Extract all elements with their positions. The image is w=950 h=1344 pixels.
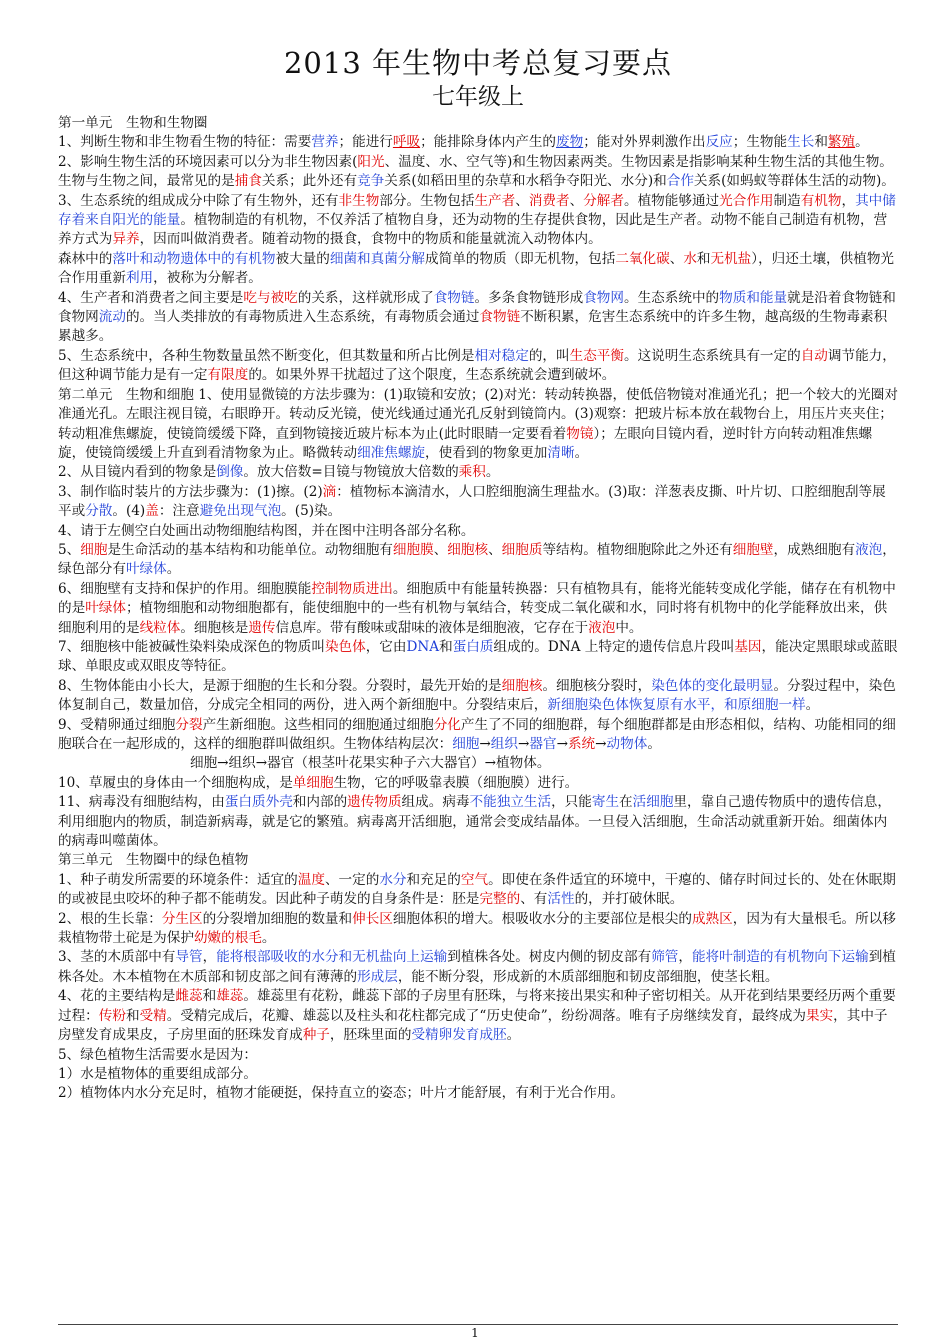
text-run: ， <box>202 949 217 966</box>
text-run: 活细胞 <box>632 794 674 811</box>
text-run: 和 <box>696 250 711 267</box>
text-run: 控制物质进出 <box>311 580 393 597</box>
text-run: 细胞质 <box>501 541 543 558</box>
text-run: 。放大倍数=目镜与物镜放大倍数的 <box>243 464 459 481</box>
text-run: 2、影响生物生活的环境因素可以分为非生物因素( <box>58 153 358 170</box>
text-run: 遗传物质 <box>347 794 402 811</box>
text-run: 盖 <box>145 503 159 520</box>
text-run: 2、从目镜内看到的物象是 <box>58 464 217 481</box>
text-run: 繁殖 <box>827 134 856 151</box>
text-run: 生长 <box>787 134 815 151</box>
text-run: 组成。病毒 <box>401 794 470 811</box>
text-run: 雌蕊 <box>175 988 203 1005</box>
text-run: 。(5)染。 <box>281 503 342 520</box>
text-run: 。 <box>647 736 661 752</box>
text-run: 营养 <box>311 134 339 151</box>
document-body <box>58 114 898 1104</box>
text-run: 废物 <box>556 134 584 151</box>
text-run: 。雄蕊里有花粉，雌蕊下部的子房里有胚珠，与将来接出果实和种子密切相关。从开花到结果要经历两个重要过程： <box>58 988 896 1024</box>
text-run: ；植物细胞和动物细胞都有，能使细胞中的一些有机物与氧结合，转变成二氧化碳和水，同时将有机物中的化学能释放出来，供细胞利用的是 <box>58 600 888 636</box>
text-run: 雄蕊 <box>216 988 244 1005</box>
text-run: 、一定的 <box>324 871 380 888</box>
text-run: 遗传 <box>248 619 276 636</box>
text-run: 光合作用 <box>719 192 774 209</box>
text-run: 细准焦螺旋 <box>357 444 426 461</box>
text-run: 和 <box>202 988 217 1005</box>
paragraph <box>58 580 898 638</box>
text-run: ，被称为分解者。 <box>153 270 262 287</box>
text-run: → <box>479 736 491 752</box>
text-run: 的。当人类排放的有毒物质进入生态系统，有毒物质会通过 <box>125 309 480 326</box>
text-run: 传粉 <box>98 1007 126 1024</box>
text-run: 信息库。带有酸味或甜味的液体是细胞液，它存在于 <box>275 619 589 636</box>
text-run: 细胞 <box>80 541 108 558</box>
text-run: 4、生产者和消费者之间主要是 <box>58 289 244 306</box>
text-run: ，胚珠里面的 <box>329 1027 412 1044</box>
text-run: ，只能 <box>551 794 592 811</box>
text-run: 5、绿色植物生活需要水是因为： <box>58 1046 257 1063</box>
text-run: ；能对外界刺激作出 <box>583 134 706 151</box>
text-run: 等结构。植物细胞除此之外还有 <box>542 541 733 558</box>
paragraph <box>58 774 898 793</box>
text-run: 细胞核 <box>447 541 489 558</box>
text-run: 分裂 <box>175 716 203 733</box>
text-run: 导管 <box>175 949 203 966</box>
text-run: 是生命活动的基本结构和功能单位。动物细胞有 <box>107 541 393 558</box>
text-run: 液泡 <box>855 541 883 558</box>
paragraph <box>58 347 898 386</box>
text-run: 关系(如蚂蚁等群体生活的动物)。 <box>693 173 895 190</box>
text-run: 分解者 <box>583 192 624 209</box>
text-run: 2）植物体内水分充足时，植物才能硬挺，保持直立的姿态；叶片才能舒展，有利于光合作用。 <box>58 1085 624 1102</box>
text-run: 3、制作临时装片的方法步骤为：(1)擦。(2) <box>58 483 323 500</box>
text-run: 物镜 <box>566 425 594 442</box>
text-run: 活性 <box>547 891 575 908</box>
text-run: 被大量的 <box>275 250 330 267</box>
text-run: 11、病毒没有细胞结构，由 <box>58 794 225 811</box>
text-run: 。植物能够通过 <box>624 192 720 209</box>
text-run: 吃与被吃 <box>243 289 298 306</box>
text-run: 食物链 <box>433 289 475 306</box>
paragraph <box>58 638 898 677</box>
paragraph <box>58 386 898 464</box>
text-run: 细胞 <box>452 736 480 752</box>
text-run: 、 <box>569 192 584 209</box>
text-run: 细菌和真菌分解 <box>329 250 426 267</box>
text-run: 就是沿着食物链和食物网 <box>58 289 896 326</box>
text-run: → <box>556 736 568 752</box>
text-run: 。生态系统中的 <box>624 289 720 306</box>
text-run: 和 <box>814 134 828 151</box>
text-run: ，它由 <box>365 638 407 655</box>
text-run: 部分。生物包括 <box>379 192 475 209</box>
text-run: 和充足的 <box>406 871 461 888</box>
text-run: ；能排除身体内产生的 <box>420 134 557 151</box>
text-run: 的关系，这样就形成了 <box>297 289 434 306</box>
text-run: 。 <box>855 134 869 151</box>
text-run: 其中储存着来自阳光的能量 <box>58 192 896 229</box>
page-number: 1 <box>471 1326 479 1340</box>
text-run: 不能独立生活 <box>469 794 552 811</box>
text-run: 7、细胞核中能被碱性染料染成深色的物质叫 <box>58 638 325 655</box>
text-run: 幼嫩的根毛 <box>193 930 262 947</box>
text-run: 9、受精卵通过细胞 <box>58 716 176 733</box>
footer-divider <box>58 1324 898 1325</box>
text-run: 液泡 <box>588 619 616 636</box>
text-run: ：注意 <box>158 503 200 520</box>
text-run: ，因为有大量根毛。所以移栽植物带土砣是为保护 <box>58 910 896 947</box>
paragraph <box>58 133 898 152</box>
text-run: ，绿色部分有 <box>58 541 896 578</box>
text-run: 产生了不同的细胞群，每个细胞群都是由形态相似，结构、功能相同的细胞联合在一起形成的，这样的细胞群叫做组织。生物体结构层次： <box>58 716 896 752</box>
text-run: ，使看到的物象更加 <box>425 444 548 461</box>
text-run: 的。如果外界干扰超过了这个限度，生态系统就会遭到破坏。 <box>248 367 616 384</box>
paragraph <box>58 114 898 133</box>
text-run: 细胞壁 <box>732 541 774 558</box>
paragraph <box>58 483 898 522</box>
text-run: 4、请于左侧空白处画出动物细胞结构图，并在图中注明各部分名称。 <box>58 522 475 539</box>
paragraph <box>58 871 898 910</box>
text-run: 空气 <box>460 871 489 888</box>
text-run: 能将叶制造的有机物向下运输 <box>691 949 869 966</box>
text-run: 分生区 <box>161 910 203 927</box>
text-run: 非生物 <box>338 192 380 209</box>
text-run: 5、生态系统中，各种生物数量虽然不断变化，但其数量和所占比例是 <box>58 347 475 364</box>
text-run: 1、判断生物和非生物看生物的特征：需要 <box>58 134 312 151</box>
text-run: 落叶和动物遗体中的有机物 <box>112 250 276 267</box>
text-run: 细胞核 <box>501 677 543 694</box>
text-run: 1）水是植物体的重要组成部分。 <box>58 1065 257 1082</box>
text-run: 水分 <box>379 871 407 888</box>
text-run: 。 <box>574 444 589 461</box>
paragraph <box>58 192 898 250</box>
text-run: 分化 <box>433 716 461 733</box>
text-run: 、 <box>515 192 529 209</box>
text-run: 新细胞染色体恢复原有水平，和原细胞一样 <box>547 697 806 714</box>
text-run: 的，叫 <box>528 347 570 364</box>
text-run: ，因而叫做消费者。随着动物的摄食，食物中的物质和能量就流入动物体内。 <box>139 231 602 248</box>
text-run: 的，并打破休眠。 <box>574 891 684 908</box>
text-run: ， <box>841 192 856 209</box>
text-run: 果实 <box>805 1007 834 1024</box>
text-run: ，能不断分裂，形成新的木质部细胞和韧皮部细胞，使茎长粗。 <box>397 968 779 985</box>
text-run: 。多条食物链形成 <box>474 289 584 306</box>
text-run: 形成层 <box>357 968 398 985</box>
text-run: 。 <box>805 697 820 714</box>
text-run: 叶绿体 <box>125 561 167 578</box>
text-run: 。 <box>506 1027 521 1044</box>
text-run: 倒像 <box>216 464 244 481</box>
text-run: 食物链 <box>479 309 521 326</box>
text-run: 。细胞核分裂时， <box>542 677 652 694</box>
text-run: 动物体 <box>606 736 648 752</box>
text-run: 、温度、水、空气等)和生物因素两类。生物因素是指影响某种生物生活的其他生物。生物与生物之间，最常见的是 <box>58 153 893 190</box>
text-run: 器官 <box>529 736 557 752</box>
text-run: 伸长区 <box>352 910 393 927</box>
text-run: 2、根的生长靠： <box>58 910 162 927</box>
text-run: 相对稳定 <box>474 347 529 364</box>
text-run: 叶绿体 <box>85 600 126 617</box>
text-run: 。受精完成后，花瓣、雄蕊以及柱头和花柱都完成了“历史使命”，纷纷凋落。唯有子房继续发育，最终成为 <box>166 1007 806 1024</box>
text-run: 细胞→组织→器官（根茎叶花果实种子六大器官）→植物体。 <box>190 755 551 772</box>
text-run: 和内部的 <box>292 794 348 811</box>
text-run: 竞争 <box>357 173 385 190</box>
paragraph <box>58 754 898 773</box>
paragraph <box>58 910 898 949</box>
text-run: 。细胞核是 <box>180 619 249 636</box>
text-run: 异养 <box>112 231 140 248</box>
text-run: 完整的 <box>479 891 521 908</box>
text-run: → <box>517 736 530 752</box>
text-run: 。植物制造的有机物，不仅养活了植物自身，还为动物的生存提供食物，因此是生产者。动物不能自己制造有机物，营养方式为 <box>58 212 888 248</box>
text-run: 5、 <box>58 541 81 558</box>
text-run: 的分裂增加细胞的数量和 <box>202 910 353 927</box>
text-run: ；能进行 <box>338 134 393 151</box>
text-run: 组成的。DNA 上特定的遗传信息片段叫 <box>493 638 735 655</box>
text-run: 线粒体 <box>139 619 181 636</box>
text-run: 。分裂过程中，染色体复制自己，数量加倍，分成完全相同的两份，进入两个新细胞中。分裂结束后， <box>58 677 896 714</box>
paragraph <box>58 1065 898 1084</box>
paragraph <box>58 948 898 987</box>
paragraph <box>58 250 898 289</box>
text-run: 森林中的 <box>58 250 113 267</box>
paragraph <box>58 289 898 347</box>
text-run: 4、花的主要结构是 <box>58 988 176 1005</box>
text-run: 和 <box>125 1007 140 1024</box>
text-run: 。即使在条件适宜的环境中，干瘪的、储存时间过长的、处在休眠期的或被昆虫咬坏的种子都不能萌发。因此种子萌发的自身条件是：胚是 <box>58 871 896 908</box>
text-run: 乘积 <box>458 464 486 481</box>
paragraph <box>58 463 898 482</box>
text-run: ， <box>678 949 692 966</box>
text-run: 无机盐 <box>710 250 752 267</box>
text-run: 成简单的物质（即无机物，包括 <box>425 250 616 267</box>
text-run: ：植物标本滴清水，人口腔细胞滴生理盐水。(3)取：洋葱表皮撕、叶片切、口腔细胞刮等展平或 <box>58 483 886 520</box>
text-run: 蛋白质外壳 <box>224 794 293 811</box>
text-run: 组织 <box>490 736 518 752</box>
text-run: 利用 <box>125 270 154 287</box>
text-run: 里，靠自己遗传物质中的遗传信息，利用细胞内的物质，制造新病毒，就是它的繁殖。病毒离开活细胞，通常会变成结晶体。一旦侵入活细胞，生命活动就重新开始。细菌体内的病毒叫噬菌体。 <box>58 794 891 850</box>
text-run: 分散 <box>85 503 113 520</box>
text-run: 、 <box>488 541 502 558</box>
text-run: 细胞体积的增大。根吸收水分的主要部位是根尖的 <box>392 910 692 927</box>
text-run: 物质和能量 <box>719 289 788 306</box>
paragraph <box>58 522 898 541</box>
text-run: 温度 <box>297 871 325 888</box>
text-run: 到植株各处。木本植物在木质部和韧皮部之间有薄薄的 <box>58 949 896 985</box>
text-run: 产生新细胞。这些相同的细胞通过细胞 <box>202 716 434 733</box>
text-run: 第三单元 生物圈中的绿色植物 <box>58 852 249 869</box>
text-run: 能将根部吸收的水分和无机盐向上运输 <box>216 949 448 966</box>
text-run: 第二单元 生物和细胞 1、使用显微镜的方法步骤为：(1)取镜和安放；(2)对光：转动转换器，使低倍物镜对准通光孔；把一个较大的光圈对准通光孔。左眼注视目镜，右眼睁开。转动反光镜，使光线通过通光孔反射到镜筒内。(3)观察：把玻片标本放在载物台上，用压片夹夹住；转动粗准焦螺旋，使镜筒缓缓下降，直到物镜接近玻片标本为止(此时眼睛一定要看着 <box>58 386 898 442</box>
text-run: 和 <box>439 638 453 655</box>
text-run: 合作 <box>666 173 694 190</box>
text-run: 生态平衡 <box>569 347 624 364</box>
text-run: 。 <box>166 561 181 578</box>
text-run: 受精卵发育成胚 <box>411 1027 507 1044</box>
text-run: 细胞膜 <box>392 541 434 558</box>
text-run: 调节能力，但这种调节能力是有一定 <box>58 347 896 384</box>
text-run: 3、茎的木质部中有 <box>58 949 176 966</box>
text-run: 捕食 <box>234 173 262 190</box>
text-run: 10、草履虫的身体由一个细胞构成，是 <box>58 774 293 791</box>
text-run: 基因 <box>734 638 762 655</box>
text-run: 、有 <box>520 891 548 908</box>
text-run: 反应 <box>705 134 733 151</box>
text-run: 寄生 <box>591 794 620 811</box>
paragraph <box>58 851 898 870</box>
text-run: 呼吸 <box>392 134 421 151</box>
text-run: 关系(如稻田里的杂草和水稻争夺阳光、水分)和 <box>384 173 667 190</box>
text-run: 生产者 <box>474 192 516 209</box>
text-run: ），归还土壤，供植物光合作用重新 <box>58 250 895 287</box>
text-run: 种子 <box>302 1027 330 1044</box>
text-run: 到植株各处。树皮内侧的韧皮部有 <box>447 949 652 966</box>
text-run: 食物网 <box>583 289 624 306</box>
text-run: 流动 <box>98 309 126 326</box>
text-run: 自动 <box>800 347 828 364</box>
text-run: 染色体的变化最明显 <box>651 677 774 694</box>
text-run: 、 <box>433 541 448 558</box>
text-run: 单细胞 <box>292 774 334 791</box>
text-run: 8、生物体能由小长大，是源于细胞的生长和分裂。分裂时，最先开始的是 <box>58 677 502 694</box>
text-run: 滴 <box>322 483 337 500</box>
text-run: 二氧化碳 <box>615 250 670 267</box>
text-run: ）；左眼向目镜内看，逆时针方向转动粗准焦螺旋，使镜筒缓缓上升直到看清物象为止。略微转动 <box>58 425 873 461</box>
text-run: 成熟区 <box>691 910 733 927</box>
text-run: 第一单元 生物和生物圈 <box>58 115 208 131</box>
text-run: 关系；此外还有 <box>261 173 358 190</box>
text-run: 。 <box>485 464 500 481</box>
text-run: 消费者 <box>528 192 570 209</box>
text-run: 染色体 <box>324 638 366 655</box>
page-subtitle: 七年级上 <box>432 84 524 110</box>
text-run: 。细胞质中有能量转换器：只有植物具有，能将光能转变成化学能，储存在有机物中的是 <box>58 580 896 617</box>
text-run: 受精 <box>139 1007 167 1024</box>
text-run: 水 <box>683 250 697 267</box>
text-run: 、 <box>669 250 684 267</box>
text-run: 生物，它的呼吸靠表膜（细胞膜）进行。 <box>333 774 579 791</box>
document-page <box>58 0 898 1104</box>
text-run: 有限度 <box>207 367 249 384</box>
text-run: 阳光 <box>357 153 385 170</box>
text-run: 制造 <box>773 192 801 209</box>
paragraph <box>58 1084 898 1103</box>
paragraph <box>58 716 898 755</box>
text-run: 。(4) <box>112 503 146 520</box>
text-run: DNA <box>406 638 440 655</box>
text-run: ；生物能 <box>732 134 788 151</box>
text-run: 筛管 <box>651 949 679 966</box>
text-run: 6、细胞壁有支持和保护的作用。细胞膜能 <box>58 580 312 597</box>
text-run: 系统 <box>567 736 596 752</box>
text-run: 在 <box>619 794 633 811</box>
text-run: ，能决定黑眼球或蓝眼球、单眼皮或双眼皮等特征。 <box>58 638 898 675</box>
text-run: 。这说明生态系统具有一定的 <box>624 347 801 364</box>
text-run: ，成熟细胞有 <box>773 541 856 558</box>
paragraph <box>58 541 898 580</box>
paragraph <box>58 987 898 1045</box>
text-run: 1、种子萌发所需要的环境条件：适宜的 <box>58 871 298 888</box>
page-title: 2013 年生物中考总复习要点 <box>283 46 673 80</box>
paragraph <box>58 1046 898 1065</box>
text-run: → <box>595 736 607 752</box>
text-run: 中。 <box>615 619 643 636</box>
text-run: 避免出现气泡 <box>199 503 282 520</box>
text-run: ，其中子房壁发育成果皮，子房里面的胚珠发育成 <box>58 1007 888 1044</box>
text-run: 3、生态系统的组成成分中除了有生物外，还有 <box>58 192 339 209</box>
paragraph <box>58 677 898 716</box>
text-run: 。 <box>261 930 276 947</box>
text-run: 有机物 <box>800 192 842 209</box>
paragraph <box>58 793 898 851</box>
text-run: 清晰 <box>547 444 575 461</box>
text-run: 蛋白质 <box>452 638 494 655</box>
paragraph <box>58 153 898 192</box>
text-run: 不断积累，危害生态系统中的许多生物，越高级的生物毒素积累越多。 <box>58 309 888 345</box>
